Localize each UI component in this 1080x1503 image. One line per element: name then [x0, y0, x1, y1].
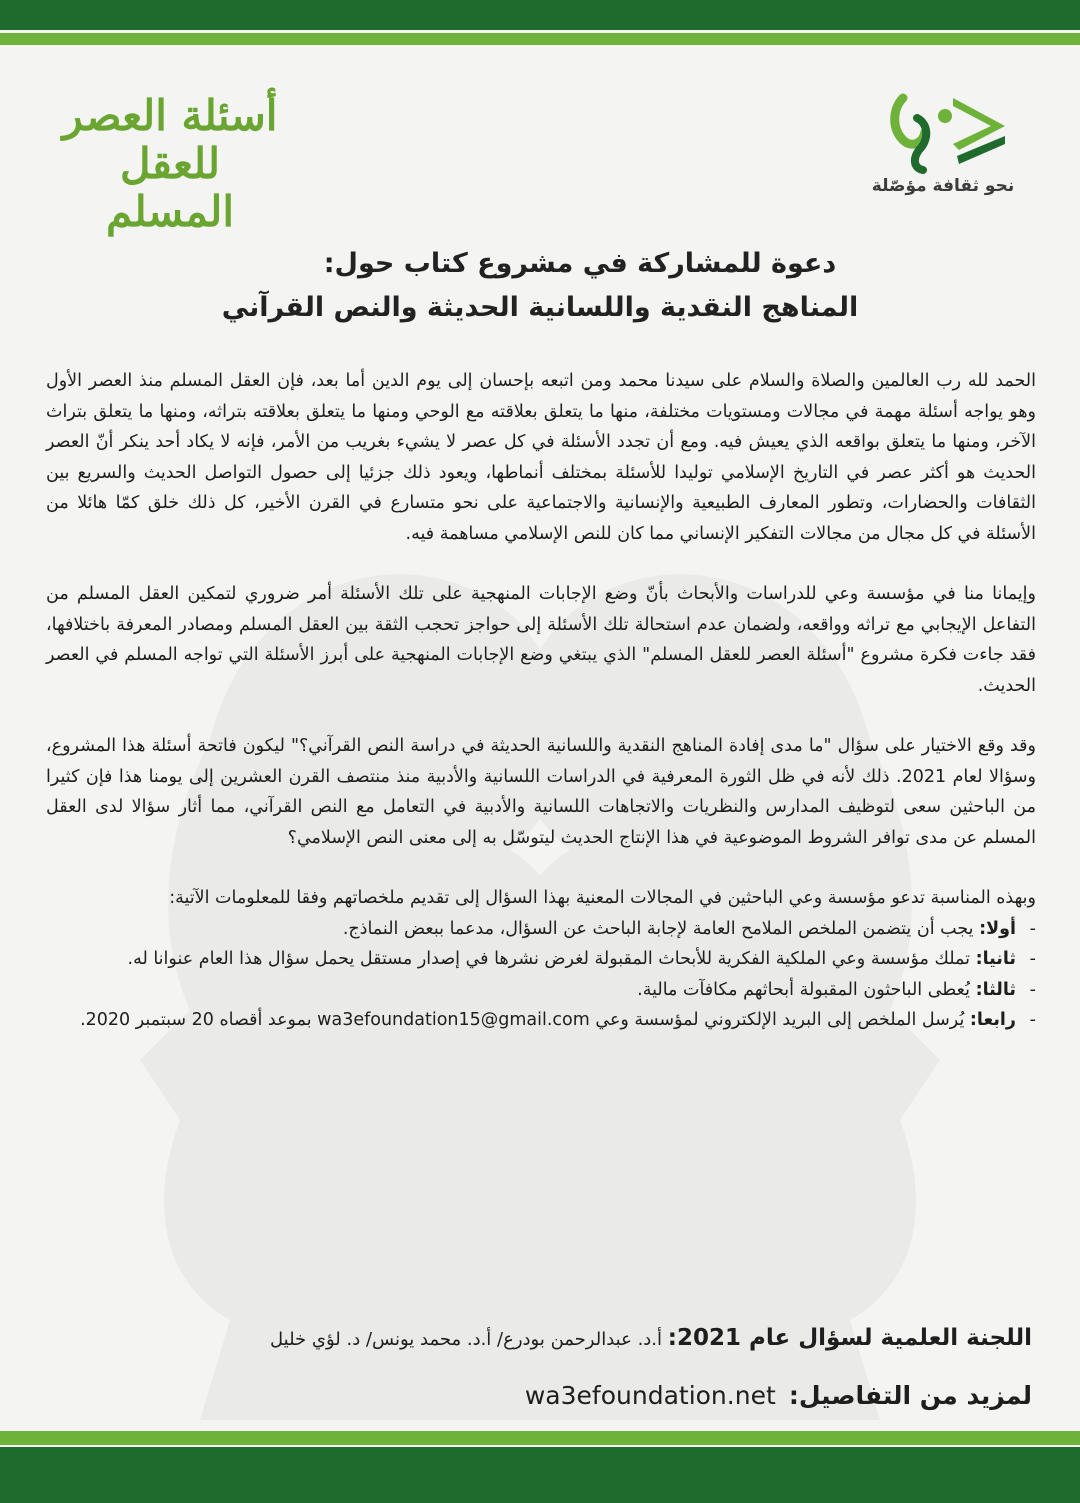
foundation-tagline: نحو ثقافة مؤصّلة [871, 176, 1015, 196]
top-band-light [0, 33, 1080, 45]
list-item-key: ثالثا [982, 979, 1016, 1000]
list-item-text: يُعطى الباحثون المقبولة أبحاثهم مكافآت مالية. [637, 979, 970, 1000]
title-line-1: دعوة للمشاركة في مشروع كتاب حول: [323, 248, 837, 279]
list-item-colon: : [975, 949, 983, 969]
paragraph-foundation: وإيمانا منا في مؤسسة وعي للدراسات والأبحاث بأنّ وضع الإجابات المنهجية على تلك الأسئلة أمر ضروري لتمكين العقل المسلم من التفاعل الإيجابي مع تراثه وواقعه، ولضمان عدم استحالة تلك الأسئلة إلى حواجز تحجب الثقة بين العقل المسلم ومصادر المعرفة باختلافها، فقد جاءت فكرة مشروع "أسئلة العصر للعقل المسلم" الذي يبتغي وضع الإجابات المنهجية على أبرز الأسئلة التي تواجه المسلم في العصر الحديث. [46, 584, 1036, 696]
list-item-key: أولا [986, 918, 1016, 939]
title-line-2: المناهج النقدية واللسانية الحديثة والنص القرآني [221, 292, 859, 323]
submission-email-link[interactable]: wa3efoundation15@gmail.com [317, 1010, 590, 1030]
list-item [46, 914, 1036, 945]
list-item-colon: : [979, 918, 987, 939]
list-item-text: يجب أن يتضمن الملخص الملامح العامة لإجابة الباحث عن السؤال، مدعما ببعض النماذج. [342, 918, 974, 939]
list-item-key: رابعا [976, 1010, 1016, 1030]
list-item-text: يُرسل الملخص إلى البريد الإلكتروني لمؤسسة وعي [595, 1010, 965, 1030]
book-logo-icon [873, 78, 1013, 178]
details-label: لمزيد من التفاصيل: [788, 1381, 1032, 1410]
series-logo [60, 92, 280, 236]
committee-members: أ.د. عبدالرحمن بودرع/ أ.د. محمد يونس/ د. لؤي خليل [270, 1329, 663, 1350]
list-dash: - [1029, 918, 1036, 939]
requirements-list [46, 914, 1036, 1036]
document-title [0, 242, 1080, 330]
committee-label: اللجنة العلمية لسؤال عام 2021: [667, 1325, 1032, 1351]
paragraph-question: وقد وقع الاختيار على سؤال "ما مدى إفادة المناهج النقدية واللسانية الحديثة في دراسة النص القرآني؟" ليكون فاتحة أسئلة هذا المشروع، وسؤالا لعام 2021. ذلك لأنه في ظل الثورة المعرفية في الدراسات اللسانية والأدبية منذ منتصف القرن العشرين إلى يومنا هذا فإن كثيرا من الباحثين سعى لتوظيف المدارس والنظريات والاتجاهات اللسانية والأدبية في التعامل مع النص القرآني، مما أثار سؤالا لدى العقل المسلم عن مدى توافر الشروط الموضوعية في هذا الإنتاج الحديث ليتوسّل به إلى معنى النص الإسلامي؟ [46, 736, 1036, 848]
list-dash: - [1029, 979, 1036, 1000]
list-item-colon: : [969, 1010, 977, 1030]
series-logo-line-1: أسئلة العصر [62, 91, 278, 140]
website-link[interactable]: wa3efoundation.net [524, 1381, 776, 1410]
list-item-text: تملك مؤسسة وعي الملكية الفكرية للأبحاث المقبولة لغرض نشرها في إصدار مستقل يحمل سؤال هذا العام عنوانا له. [127, 949, 970, 969]
bottom-band-light [0, 1431, 1080, 1445]
list-item [46, 975, 1036, 1006]
list-dash: - [1029, 1010, 1036, 1030]
foundation-logo [868, 78, 1018, 196]
series-logo-line-2: للعقل المسلم [105, 139, 235, 236]
list-item-deadline: بموعد أقصاه 20 سبتمبر 2020. [80, 1010, 312, 1030]
bottom-band-dark [0, 1447, 1080, 1503]
committee-line [42, 1322, 1032, 1356]
top-band-dark [0, 0, 1080, 30]
body-content [46, 366, 1036, 1036]
list-item [46, 944, 1036, 975]
list-item [46, 1005, 1036, 1036]
details-line [42, 1381, 1032, 1410]
list-item-colon: : [975, 979, 983, 1000]
paragraph-invitation: وبهذه المناسبة تدعو مؤسسة وعي الباحثين في المجالات المعنية بهذا السؤال إلى تقديم ملخصاتهم وفقا للمعلومات الآتية: [169, 888, 1036, 908]
list-item-key: ثانيا [982, 949, 1016, 969]
paragraph-intro: الحمد لله رب العالمين والصلاة والسلام على سيدنا محمد ومن اتبعه بإحسان إلى يوم الدين أما بعد، فإن العقل المسلم منذ العصر الأول وهو يواجه أسئلة مهمة في مجالات ومستويات مختلفة، منها ما يتعلق بعلاقته مع الوحي ومنها ما يتعلق بعلاقته بتراثه، ومنها ما يتعلق بتراث الآخر، ومنها ما يتعلق بواقعه الذي يعيش فيه. ومع أن تجدد الأسئلة في كل عصر لا يشيء بغريب من الأمر، فإنه لا يكاد أحد ينكر أنّ العصر الحديث هو أكثر عصر في التاريخ الإسلامي توليدا للأسئلة بمختلف أنماطها، ويعود ذلك جزئيا إلى حصول التواصل الحديث والسريع بين الثقافات والحضارات، وتطور المعارف الطبيعية والإنسانية والاجتماعية على نحو متسارع في القرن الأخير، كل ذلك خلق كمّا هائلا من الأسئلة في كل مجال من مجالات التفكير الإنساني مما كان للنص الإسلامي مساهمة فيه. [46, 371, 1036, 544]
list-dash: - [1029, 949, 1036, 969]
